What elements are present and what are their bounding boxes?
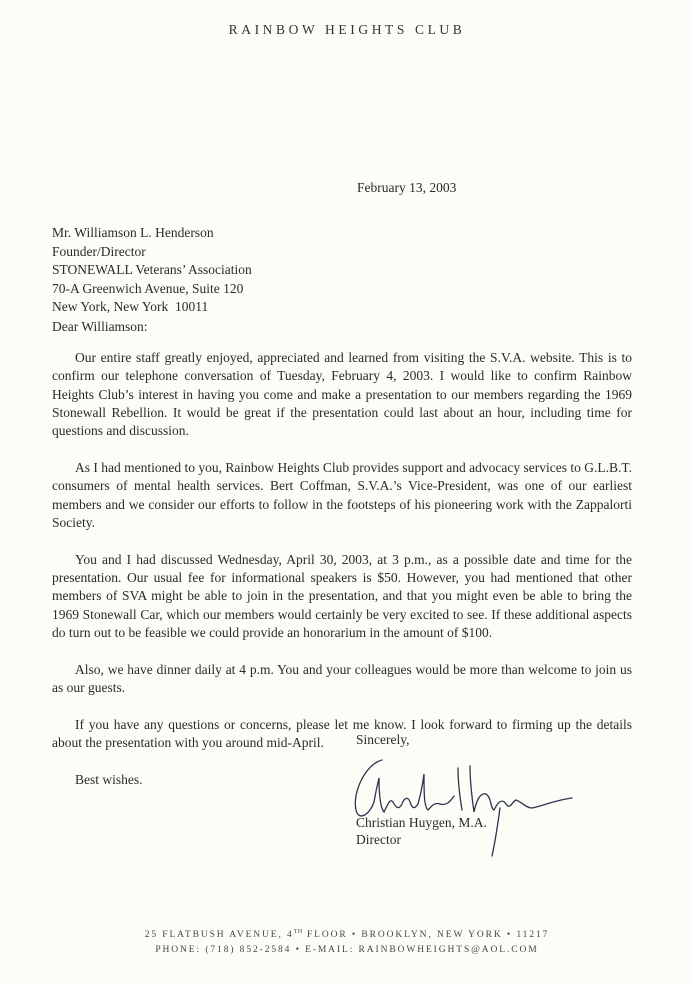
body-paragraph: As I had mentioned to you, Rainbow Heights Club provides support and advocacy services to G.L.B.T. consumers of mental health services. Bert Coffman, S.V.A.’s Vice-President, was one of our earliest members and we consider our efforts to follow in the footsteps of his pioneering work with the Zappalorti Society. bbox=[52, 459, 632, 530]
body-paragraph: Our entire staff greatly enjoyed, appreciated and learned from visiting the S.V.A. website. This is to confirm our telephone conversation of Tuesday, February 4, 2003. I would like to confirm Rainbow Heights Club’s interest in having you come and make a presentation to our members regarding the 1969 Stonewall Rebellion. It would be great if the presentation could last about an hour, including time for questions and discussion. bbox=[52, 350, 632, 439]
footer-address bbox=[0, 925, 694, 943]
footer-contact: PHONE: (718) 852-2584 • E-MAIL: RAINBOWHEIGHTS@AOL.COM bbox=[155, 945, 539, 956]
body-paragraph: Also, we have dinner daily at 4 p.m. You and your colleagues would be more than welcome to join us as our guests. bbox=[52, 661, 632, 695]
body-paragraph: You and I had discussed Wednesday, April 30, 2003, at 3 p.m., as a possible date and time for the presentation. Our usual fee for informational speakers is $50. However, you had mentioned that other members of SVA might be able to join in the presentation, and that you might even be able to bring the 1969 Stonewall Car, which our members would certainly be very excited to see. If these additional aspects do turn out to be feasible we could provide an honorarium in the amount of $100. bbox=[52, 551, 632, 640]
letter-body bbox=[52, 349, 632, 808]
recipient-name: Mr. Williamson L. Henderson bbox=[52, 225, 214, 240]
body-paragraph: Best wishes. bbox=[75, 771, 143, 787]
letter-date: February 13, 2003 bbox=[357, 180, 457, 195]
body-paragraph: If you have any questions or concerns, please let me know. I look forward to firming up the details about the presentation with you around mid-April. bbox=[52, 716, 632, 751]
recipient-address-block bbox=[52, 224, 252, 317]
signer-name: Christian Huygen, M.A. bbox=[356, 815, 487, 830]
footer-address-part1: 25 FLATBUSH AVENUE, 4 bbox=[144, 930, 294, 941]
signer-title: Director bbox=[356, 832, 401, 847]
salutation: Dear Williamson: bbox=[52, 319, 148, 334]
letterhead-footer bbox=[0, 925, 694, 958]
footer-address-part2: FLOOR • BROOKLYN, NEW YORK • 11217 bbox=[302, 930, 550, 941]
recipient-title: Founder/Director bbox=[52, 243, 146, 259]
signer-block bbox=[356, 814, 487, 848]
closing: Sincerely, bbox=[356, 732, 410, 747]
letterhead-org-name: RAINBOW HEIGHTS CLUB bbox=[228, 22, 466, 37]
recipient-address-line2: New York, New York 10011 bbox=[52, 299, 209, 314]
recipient-organization: STONEWALL Veterans’ Association bbox=[52, 262, 252, 277]
footer-address-superscript: TH bbox=[293, 929, 303, 935]
recipient-address-line1: 70-A Greenwich Avenue, Suite 120 bbox=[52, 280, 244, 296]
